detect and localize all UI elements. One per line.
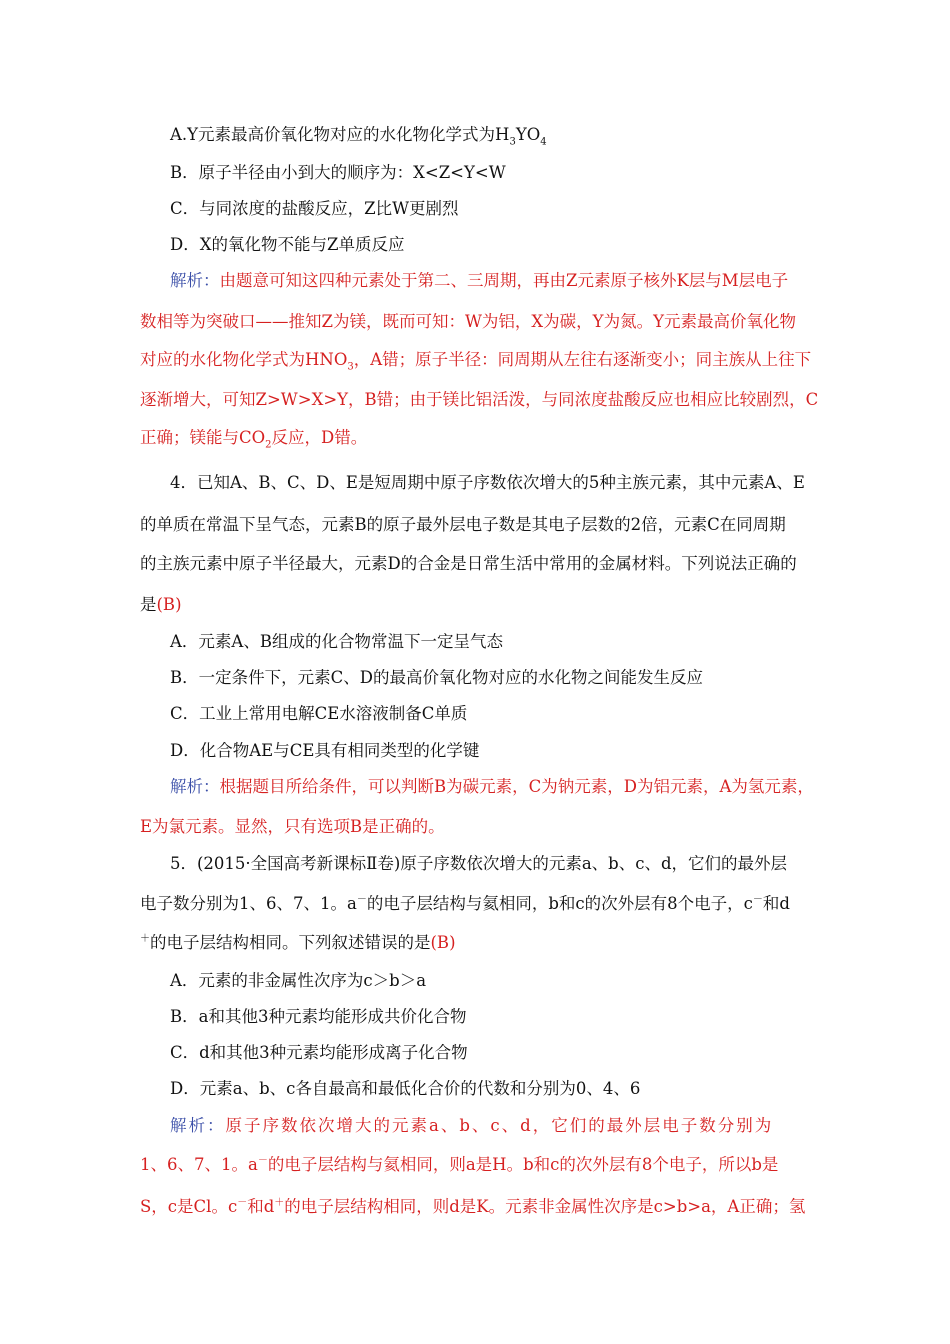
q3-explanation-line3: 对应的水化物化学式为$HNO_3$，A错；原子半径：同周期从左往右逐渐变小；同主族从上往下: [140, 350, 812, 373]
q4-explanation-line2: E为氯元素。显然，只有选项B是正确的。: [140, 817, 445, 836]
q5-option-a: A．元素的非金属性次序为c＞b＞a: [170, 971, 427, 990]
q5-option-d: D．元素a、b、c各自最高和最低化合价的代数和分别为0、4、6: [170, 1079, 641, 1098]
q5-stem-line3: ＋的电子层结构相同。下列叙述错误的是(B): [140, 933, 456, 952]
q5-stem-line1: 5．(2015·全国高考新课标Ⅱ卷)原子序数依次增大的元素a、b、c、d，它们的最外层: [170, 854, 788, 873]
q4-option-c: C．工业上常用电解CE水溶液制备C单质: [170, 704, 468, 723]
q4-stem-line3: 的主族元素中原子半径最大，元素D的合金是日常生活中常用的金属材料。下列说法正确的: [140, 554, 797, 573]
q5-stem-line2: 电子数分别为1、6、7、1。a－的电子层结构与氦相同，b和c的次外层有8个电子，c－和d: [140, 894, 790, 913]
q4-stem-line1: 4．已知A、B、C、D、E是短周期中原子序数依次增大的5种主族元素，其中元素A、E: [170, 473, 805, 492]
q4-explanation-line1: 解析：根据题目所给条件，可以判断B为碳元素，C为钠元素，D为铝元素，A为氢元素，: [170, 777, 814, 796]
explanation-label: 解析：: [170, 271, 220, 290]
explanation-label: 解析：: [170, 1116, 226, 1135]
q5-explanation-line1: 解析：原子序数依次增大的元素a、b、c、d，它们的最外层电子数分别为: [170, 1116, 774, 1135]
q5-answer: (B): [430, 933, 456, 952]
q5-explanation-line3: S，c是Cl。c－和d＋的电子层结构相同，则d是K。元素非金属性次序是c>b>a，A正确；氢: [140, 1197, 806, 1216]
q4-option-a: A．元素A、B组成的化合物常温下一定呈气态: [170, 632, 503, 651]
q4-stem-line4: 是(B): [140, 595, 182, 614]
q5-option-c: C．d和其他3种元素均能形成离子化合物: [170, 1043, 468, 1062]
q5-explanation-line2: 1、6、7、1。a－的电子层结构与氦相同，则a是H。b和c的次外层有8个电子，所以b是: [140, 1155, 779, 1174]
q3-explanation-line2: 数相等为突破口——推知Z为镁，既而可知：W为铝，X为碳，Y为氮。Y元素最高价氧化物: [140, 312, 796, 331]
explanation-label: 解析：: [170, 777, 220, 796]
q4-option-b: B．一定条件下，元素C、D的最高价氧化物对应的水化物之间能发生反应: [170, 668, 703, 687]
q3-option-d: D．X的氧化物不能与Z单质反应: [170, 235, 405, 254]
q4-option-d: D．化合物AE与CE具有相同类型的化学键: [170, 741, 480, 760]
q5-option-b: B．a和其他3种元素均能形成共价化合物: [170, 1007, 467, 1026]
q4-answer: (B): [156, 595, 182, 614]
q3-option-c: C．与同浓度的盐酸反应，Z比W更剧烈: [170, 199, 459, 218]
q3-explanation-line4: 逐渐增大，可知Z>W>X>Y，B错；由于镁比铝活泼，与同浓度盐酸反应也相应比较剧烈，C: [140, 390, 819, 409]
q3-explanation-line5: 正确；镁能与$CO_2$反应，D错。: [140, 428, 368, 451]
q3-option-a: A.Y元素最高价氧化物对应的水化物化学式为$H_3YO_4$: [170, 125, 547, 148]
q4-stem-line2: 的单质在常温下呈气态，元素B的原子最外层电子数是其电子层数的2倍，元素C在同周期: [140, 515, 786, 534]
q3-explanation-line1: 解析：由题意可知这四种元素处于第二、三周期，再由Z元素原子核外K层与M层电子: [170, 271, 789, 290]
q3-option-b: B．原子半径由小到大的顺序为：X<Z<Y<W: [170, 163, 506, 182]
